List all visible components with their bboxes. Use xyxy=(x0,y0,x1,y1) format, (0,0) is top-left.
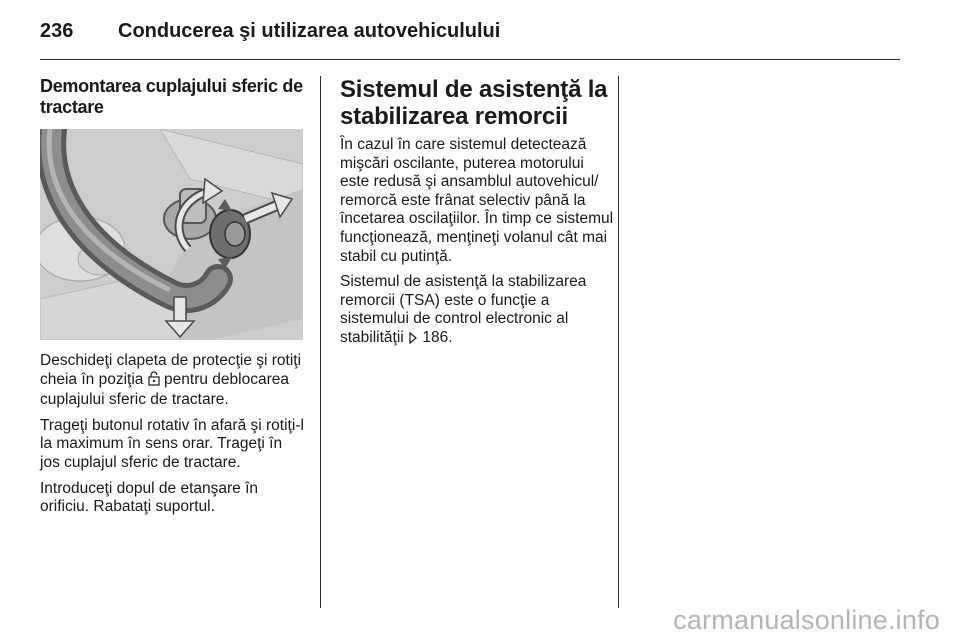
paragraph-tsa-text: Sistemul de asistenţă la stabilizarea remorcii (TSA) este o funcţie a sistemului de control electronic al stabilităţii xyxy=(340,273,587,346)
towbar-illustration xyxy=(40,129,303,340)
page-reference-link[interactable]: 186 xyxy=(422,328,449,346)
chapter-title: Conducerea şi utilizarea autovehiculului xyxy=(118,20,501,42)
watermark: carmanualsonline.info xyxy=(673,605,940,635)
left-column xyxy=(40,76,306,524)
page-header xyxy=(40,10,900,60)
paragraph-unlock-key-text: Deschideţi clapeta de protecţie şi rotiţi cheia în poziţia xyxy=(40,352,302,388)
header-divider xyxy=(40,59,900,60)
column-divider-left xyxy=(320,76,321,608)
paragraph-unlock-key xyxy=(40,352,306,410)
page-reference-icon xyxy=(408,331,418,350)
section-body xyxy=(340,136,616,350)
paragraph-insert-plug: Introduceţi dopul de etanşare în orificiu. Rabataţi suportul. xyxy=(40,479,259,516)
unlock-icon xyxy=(148,371,160,392)
page-number: 236 xyxy=(40,20,74,42)
paragraph-tsa-end: . xyxy=(448,328,453,346)
paragraph-tsa-function xyxy=(340,273,616,349)
section-heading-trailer-stability: Sistemul de asistenţă la stabilizarea remorcii xyxy=(340,76,608,130)
column-divider-right xyxy=(618,76,619,608)
paragraph-oscillation: În cazul în care sistemul detectează mişcări oscilante, puterea motorului este redusă şi ansamblul autovehicul/ remorcă este frânat selectiv până la încetarea oscilaţiilor. În timp ce sistemul funcţionează, menţineţi volanul cât mai stabil cu putinţă. xyxy=(340,136,614,265)
towbar-illustration-drawing xyxy=(40,129,303,340)
paragraph-pull-rotate: Trageţi butonul rotativ în afară şi rotiţi-l la maximum în sens orar. Trageţi în jos cuplajul sferic de tractare. xyxy=(40,416,304,471)
right-column xyxy=(340,76,616,357)
paragraph-unlock-key-text-end: pentru deblocarea cuplajului sferic de tractare. xyxy=(40,370,289,409)
subheading-towbar-removal: Demontarea cuplajului sferic de tractare xyxy=(40,76,303,117)
